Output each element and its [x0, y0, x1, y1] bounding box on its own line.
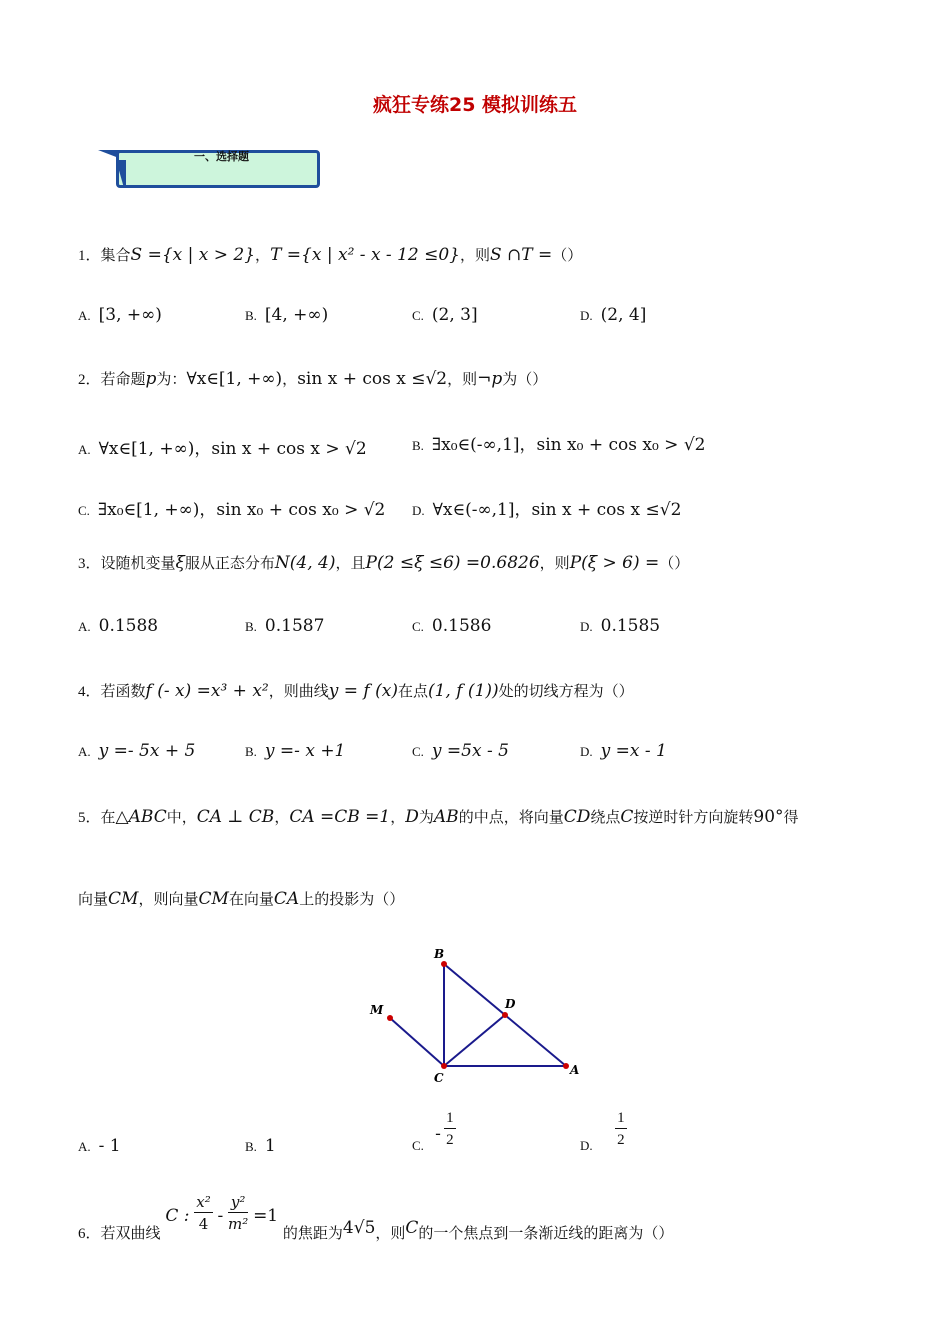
question-text: 服从正态分布	[184, 554, 275, 572]
math-expression: CA	[273, 889, 300, 909]
point-b	[441, 961, 447, 967]
question-text: ，且	[335, 554, 366, 572]
question-text: 上的投影为（）	[299, 890, 405, 908]
option-value: [3, +∞)	[98, 305, 162, 325]
question-text: 处的切线方程为（）	[498, 682, 634, 700]
math-expression: CA ⊥ CB	[196, 807, 275, 827]
question-2	[78, 368, 547, 389]
question-text: 在点	[397, 682, 428, 700]
question-text: ，	[255, 246, 271, 264]
option-value: 0.1587	[264, 616, 325, 636]
question-1	[78, 244, 582, 265]
math-expression: ξ	[175, 553, 185, 573]
question-text: ，则向量	[138, 890, 199, 908]
question-text: ，则曲线	[268, 682, 329, 700]
math-expression: p	[145, 369, 157, 389]
option-label: C.	[412, 619, 424, 634]
option-label: B.	[245, 744, 257, 759]
question-text: 的一个焦点到一条渐近线的距离为（）	[418, 1224, 674, 1242]
option-label: B.	[412, 438, 424, 453]
question-text: 向量	[78, 890, 109, 908]
option-value: 1	[264, 1136, 276, 1156]
math-expression: CD	[563, 807, 591, 827]
math-operator: -	[217, 1206, 224, 1226]
math-expression: (1, f (1))	[427, 681, 499, 701]
question-text: 绕点	[590, 808, 621, 826]
option-5a	[78, 1136, 121, 1156]
option-4c	[412, 741, 509, 761]
option-3b	[245, 616, 324, 636]
question-number: 5．	[78, 810, 101, 826]
question-text: 设随机变量	[100, 554, 176, 572]
question-text: 中，	[166, 808, 197, 826]
label-m: M	[370, 1003, 384, 1017]
math-expression: D	[405, 807, 419, 827]
option-label: D.	[580, 744, 593, 759]
math-expression: AB	[433, 807, 459, 827]
math-expression: P(ξ > 6) =	[569, 553, 660, 573]
option-label: D.	[580, 1138, 593, 1153]
option-label: A.	[78, 308, 91, 323]
option-label: C.	[412, 308, 424, 323]
question-text: （）	[659, 554, 690, 572]
math-expression: f (- x) =x³ + x²	[145, 681, 269, 701]
option-label: D.	[412, 503, 425, 518]
option-2d	[412, 495, 681, 520]
option-3c	[412, 616, 491, 636]
option-4a	[78, 741, 195, 761]
option-label: A.	[78, 1139, 91, 1154]
option-1b	[245, 305, 328, 325]
option-value: - 1	[98, 1136, 121, 1156]
math-expression: S ={x | x > 2}	[130, 245, 256, 265]
math-expression: △ABC	[115, 807, 167, 827]
point-c	[441, 1063, 447, 1069]
math-expression: S ∩T =	[490, 245, 553, 265]
question-text: 按逆时针方向旋转	[633, 808, 754, 826]
math-expression: 90°	[753, 807, 784, 827]
option-value: 0.1586	[431, 616, 492, 636]
question-3	[78, 552, 689, 573]
math-expression: CA =CB =1	[289, 807, 391, 827]
option-label: D.	[580, 308, 593, 323]
segment-cm	[390, 1018, 444, 1066]
segment-cd	[444, 1015, 505, 1066]
option-label: B.	[245, 619, 257, 634]
question-text: 集合	[100, 246, 131, 264]
option-3a	[78, 616, 158, 636]
question-text: 若命题	[100, 370, 146, 388]
option-value: y =5x - 5	[431, 741, 509, 761]
label-c: C	[434, 1071, 444, 1085]
option-value: [4, +∞)	[264, 305, 329, 325]
option-label: A.	[78, 744, 91, 759]
option-label: B.	[245, 1139, 257, 1154]
fraction-denominator: 2	[446, 1132, 454, 1148]
option-value: y =- x +1	[264, 741, 346, 761]
question-text: 若函数	[100, 682, 146, 700]
option-value: 0.1588	[98, 616, 159, 636]
fraction-denominator: m²	[228, 1215, 249, 1233]
option-value: y =- 5x + 5	[98, 741, 196, 761]
option-label: D.	[580, 619, 593, 634]
option-value: ∃x₀∈(-∞,1]，sin x₀ + cos x₀ > √2	[431, 435, 706, 455]
point-m	[387, 1015, 393, 1021]
option-1c	[412, 305, 478, 325]
section-label: 一、选择题	[194, 150, 249, 163]
question-5-line-2	[78, 888, 404, 909]
question-number: 6．	[78, 1226, 101, 1242]
math-expression: C :	[165, 1206, 190, 1226]
question-5-line-1	[78, 806, 799, 827]
question-text: ，则	[539, 554, 570, 572]
option-label: C.	[412, 1138, 424, 1153]
fraction-y	[228, 1192, 248, 1235]
question-text: 的焦距为	[282, 1224, 343, 1242]
question-text: ，	[390, 808, 406, 826]
point-d	[502, 1012, 508, 1018]
option-label: C.	[78, 503, 90, 518]
question-text: 为	[418, 808, 434, 826]
option-1a	[78, 305, 162, 325]
question-text: ，则	[447, 370, 478, 388]
option-1d	[580, 305, 646, 325]
fraction-numerator: x²	[196, 1193, 211, 1211]
fraction-numerator: y²	[228, 1192, 248, 1213]
question-number: 1．	[78, 248, 101, 264]
option-5d	[580, 1108, 627, 1154]
question-number: 3．	[78, 556, 101, 572]
math-expression: P(2 ≤ξ ≤6) =0.6826	[365, 553, 540, 573]
fraction-denominator: 4	[198, 1215, 209, 1233]
question-text: 在	[100, 808, 116, 826]
fraction-numerator: 1	[444, 1108, 456, 1129]
fraction	[444, 1108, 456, 1151]
question-text: （）	[552, 246, 583, 264]
option-label: A.	[78, 442, 91, 457]
math-expression: ¬p	[477, 369, 503, 389]
option-value: 0.1585	[600, 616, 661, 636]
label-b: B	[434, 947, 445, 961]
math-expression: CM	[198, 889, 229, 909]
triangle-diagram	[360, 940, 600, 1090]
question-number: 4．	[78, 684, 101, 700]
label-a: A	[570, 1063, 580, 1077]
math-expression: C	[405, 1218, 419, 1238]
option-value: ∀x∈(-∞,1]，sin x + cos x ≤√2	[432, 500, 682, 520]
option-label: A.	[78, 619, 91, 634]
option-label: C.	[412, 744, 424, 759]
question-text: 为：	[156, 370, 187, 388]
question-number: 2．	[78, 372, 101, 388]
math-expression: =1	[253, 1206, 279, 1226]
question-text: ，则	[375, 1224, 406, 1242]
math-expression: CM	[108, 889, 139, 909]
option-value: (2, 4]	[600, 305, 647, 325]
question-text: 的中点，将向量	[458, 808, 564, 826]
fraction-denominator: 2	[617, 1132, 625, 1148]
option-4b	[245, 741, 345, 761]
option-3d	[580, 616, 660, 636]
question-text: 为（）	[502, 370, 548, 388]
math-expression: ∀x∈[1, +∞)	[186, 369, 283, 389]
option-value: (2, 3]	[431, 305, 478, 325]
fraction	[615, 1108, 627, 1151]
question-4	[78, 680, 634, 701]
question-text: ，	[274, 808, 290, 826]
math-expression: sin x + cos x ≤√2	[297, 369, 448, 389]
option-5b	[245, 1136, 276, 1156]
math-expression: y = f (x)	[328, 681, 398, 701]
option-label: B.	[245, 308, 257, 323]
point-a	[563, 1063, 569, 1069]
option-5c	[412, 1108, 456, 1154]
math-expression: C	[620, 807, 634, 827]
question-text: 在向量	[228, 890, 274, 908]
option-sign: -	[435, 1124, 441, 1144]
label-d: D	[505, 997, 516, 1011]
option-2c	[78, 495, 385, 520]
option-value: ∃x₀∈[1, +∞)，sin x₀ + cos x₀ > √2	[97, 500, 386, 520]
math-expression: 4√5	[342, 1218, 376, 1238]
section-banner	[98, 146, 324, 192]
fraction-x	[194, 1192, 212, 1235]
option-value: y =x - 1	[600, 741, 667, 761]
math-expression: N(4, 4)	[274, 553, 336, 573]
question-6	[78, 1192, 673, 1243]
question-text: 若双曲线	[100, 1224, 161, 1242]
option-2a	[78, 434, 367, 459]
question-text: 得	[783, 808, 799, 826]
option-4d	[580, 741, 667, 761]
page-title: 疯狂专练25 模拟训练五	[372, 94, 578, 116]
math-expression: T ={x | x² - x - 12 ≤0}	[270, 245, 460, 265]
fraction-numerator: 1	[615, 1108, 627, 1129]
question-text: ，则	[460, 246, 491, 264]
option-value: ∀x∈[1, +∞)，sin x + cos x > √2	[98, 439, 367, 459]
question-text: ，	[282, 370, 298, 388]
option-2b	[412, 430, 705, 455]
